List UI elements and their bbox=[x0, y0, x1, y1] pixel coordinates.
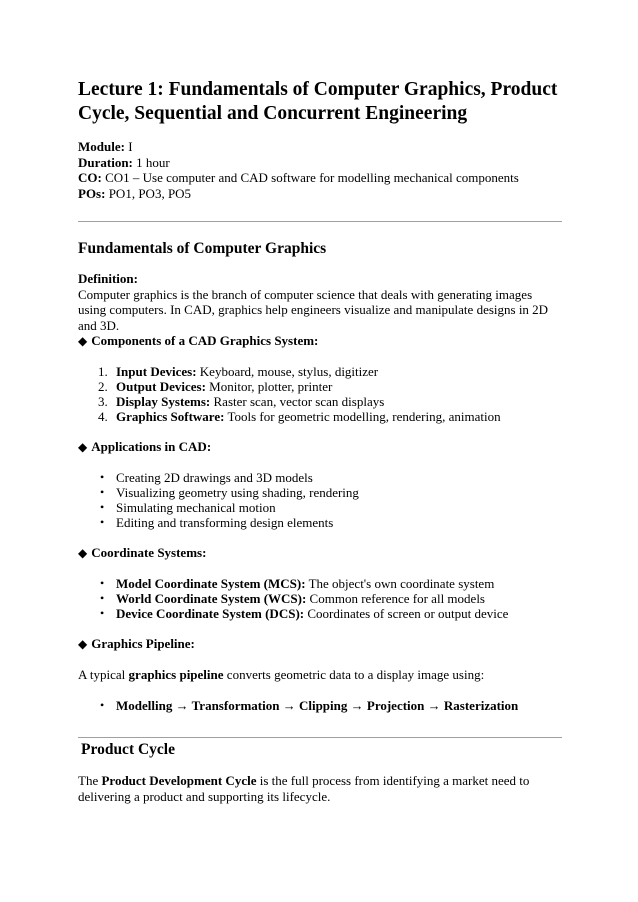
diamond-bullet-icon: ◆ bbox=[78, 637, 88, 651]
diamond-bullet-icon: ◆ bbox=[78, 440, 88, 454]
list-item: 4. Graphics Software: Tools for geometric modelling, rendering, animation bbox=[98, 409, 501, 424]
lecture-meta bbox=[78, 139, 562, 201]
meta-duration-label: Duration: bbox=[78, 154, 133, 170]
list-item: 1. Input Devices: Keyboard, mouse, stylus, digitizer bbox=[98, 364, 379, 379]
divider bbox=[78, 221, 562, 222]
list-item: • Editing and transforming design elements bbox=[78, 515, 562, 530]
list-item bbox=[78, 698, 562, 713]
product-cycle-text: The Product Development Cycle is the full process from identifying a market need to delivering a product and supporting its lifecycle. bbox=[78, 773, 530, 804]
meta-co-value: CO1 – Use computer and CAD software for modelling mechanical components bbox=[101, 170, 519, 185]
definition-text: Computer graphics is the branch of computer science that deals with generating images using computers. In CAD, graphics help engineers visualize and manipulate designs in 2D and 3D. bbox=[78, 286, 549, 333]
meta-module-value: I bbox=[124, 139, 133, 154]
components-heading-text: Components of a CAD Graphics System: bbox=[91, 333, 319, 348]
section-heading-graphics: Fundamentals of Computer Graphics bbox=[78, 240, 327, 257]
meta-pos-label: POs: bbox=[78, 185, 106, 201]
applications-heading bbox=[78, 439, 562, 456]
coordinates-heading bbox=[78, 545, 562, 562]
meta-pos bbox=[78, 186, 562, 202]
meta-module-label: Module: bbox=[78, 139, 125, 154]
meta-module bbox=[78, 139, 562, 155]
list-item: • Creating 2D drawings and 3D models bbox=[78, 470, 562, 485]
list-item: 2. Output Devices: Monitor, plotter, printer bbox=[98, 379, 333, 394]
meta-duration-value: 1 hour bbox=[132, 154, 170, 170]
document-header bbox=[78, 78, 562, 201]
applications-list bbox=[78, 470, 562, 530]
components-list bbox=[78, 364, 562, 424]
meta-pos-value: PO1, PO3, PO5 bbox=[105, 185, 192, 201]
section-heading-product-cycle: Product Cycle bbox=[81, 741, 175, 758]
coordinates-heading-text: Coordinate Systems: bbox=[91, 545, 207, 560]
list-item: 3. Display Systems: Raster scan, vector scan displays bbox=[98, 394, 385, 409]
meta-co bbox=[78, 170, 562, 186]
divider bbox=[78, 737, 562, 738]
list-item: • Device Coordinate System (DCS): Coordinates of screen or output device bbox=[78, 606, 562, 621]
page-title: Lecture 1: Fundamentals of Computer Graphics, Product Cycle, Sequential and Concurrent Engineering bbox=[78, 79, 558, 124]
definition-label: Definition: bbox=[78, 271, 138, 286]
pipeline-heading bbox=[78, 636, 562, 653]
pipeline-steps: Modelling → Transformation → Clipping → Projection → Rasterization bbox=[116, 698, 519, 713]
meta-duration bbox=[78, 155, 562, 171]
pipeline-intro: A typical graphics pipeline converts geometric data to a display image using: bbox=[78, 667, 485, 682]
diamond-bullet-icon: ◆ bbox=[78, 546, 88, 560]
list-item: • Visualizing geometry using shading, rendering bbox=[78, 485, 562, 500]
diamond-bullet-icon: ◆ bbox=[78, 334, 88, 348]
pipeline-list bbox=[78, 698, 562, 713]
pipeline-heading-text: Graphics Pipeline: bbox=[91, 636, 195, 651]
meta-co-label: CO: bbox=[78, 170, 102, 185]
list-item: • Model Coordinate System (MCS): The object's own coordinate system bbox=[78, 576, 562, 591]
components-heading bbox=[78, 333, 562, 350]
applications-heading-text: Applications in CAD: bbox=[91, 439, 212, 454]
coordinates-list bbox=[78, 576, 562, 621]
definition-block bbox=[78, 271, 562, 333]
list-item: • Simulating mechanical motion bbox=[78, 500, 562, 515]
list-item: • World Coordinate System (WCS): Common reference for all models bbox=[78, 591, 562, 606]
